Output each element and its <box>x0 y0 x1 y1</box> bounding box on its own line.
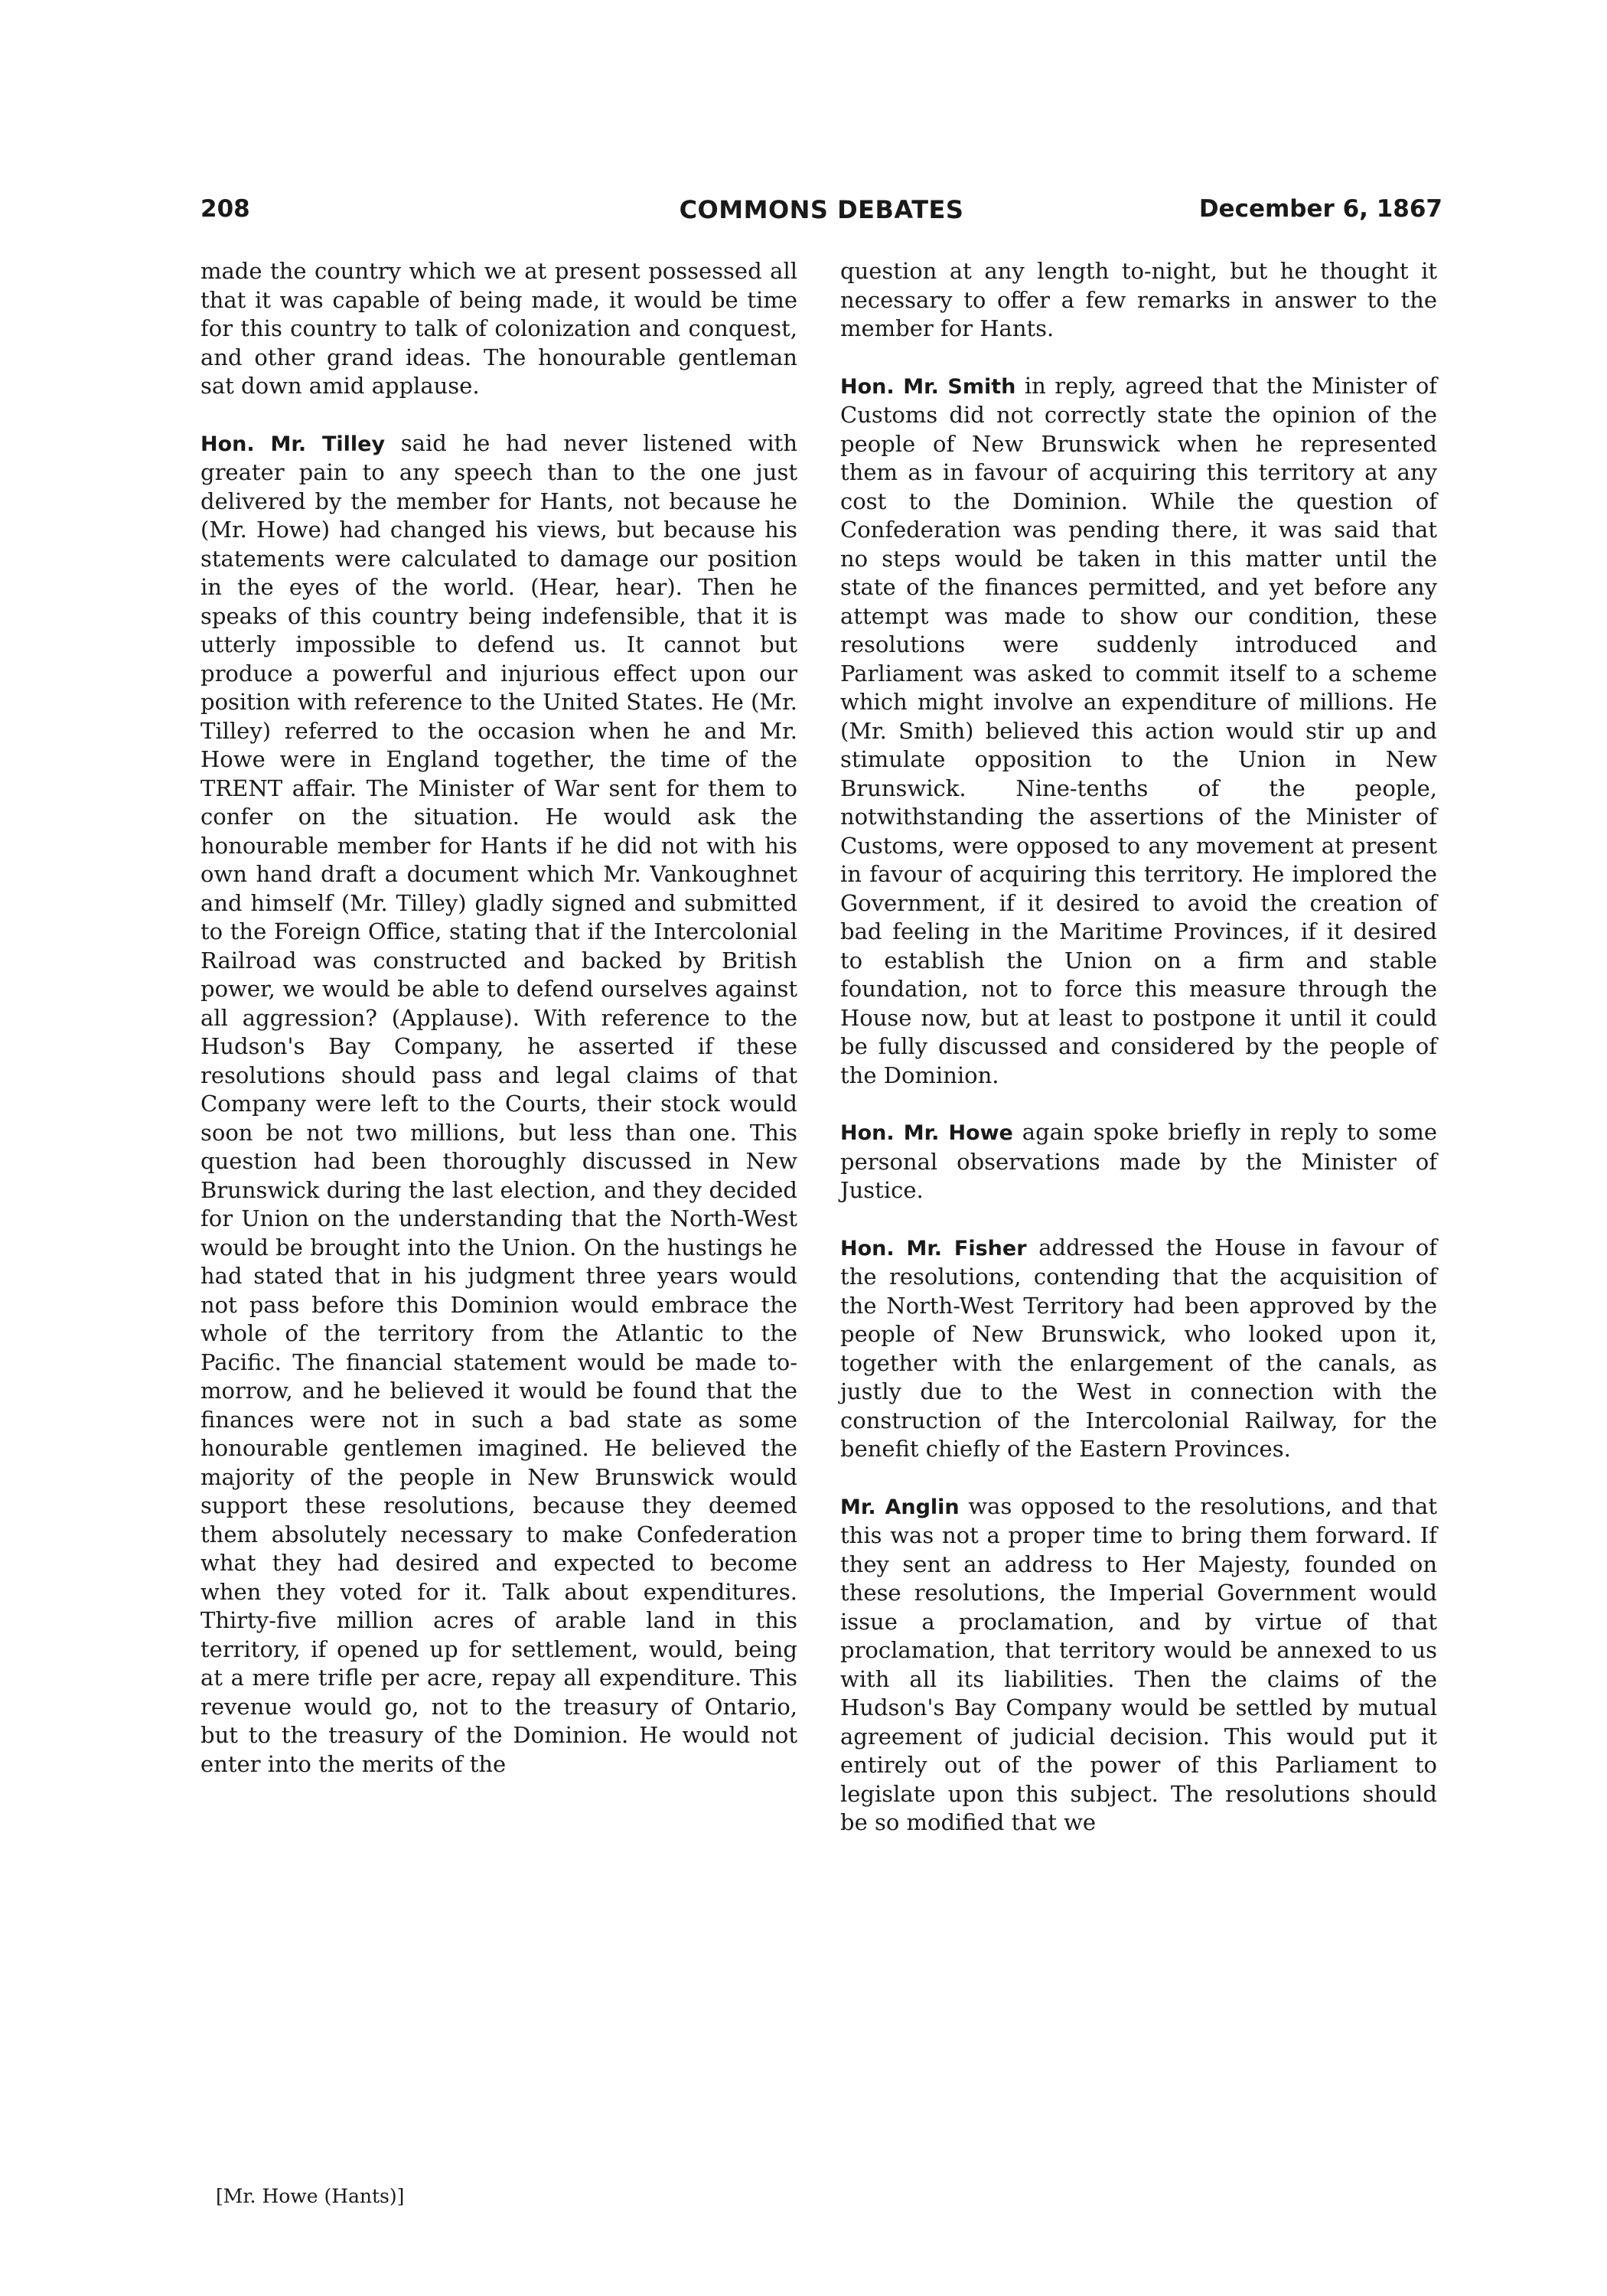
speaker-anglin: Mr. Anglin <box>840 1495 960 1519</box>
anglin-paragraph <box>840 1492 1437 1838</box>
smith-paragraph <box>840 372 1437 1091</box>
tilley-paragraph <box>200 429 797 1779</box>
right-continuation-text: question at any length to-night, but he thought it necessary to offer a few remarks in answer to the member for Hants. <box>840 258 1437 341</box>
running-head: COMMONS DEBATES <box>679 195 964 224</box>
page-header <box>200 195 1442 232</box>
fisher-paragraph <box>840 1234 1437 1464</box>
howe-paragraph <box>840 1118 1437 1205</box>
left-column <box>200 257 797 1779</box>
page-footer-reference: [Mr. Howe (Hants)] <box>216 2185 405 2207</box>
left-intro-paragraph <box>200 257 797 401</box>
speaker-howe: Hon. Mr. Howe <box>840 1121 1013 1145</box>
smith-text: in reply, agreed that the Minister of Customs did not correctly state the opinion of the people of New Brunswick when he represented them as in favour of acquiring this territory at any cost to the Dominion. While the question of Confederation was pending there, it was said that no steps would be taken in this matter until the state of the finances permitted, and yet before any attempt was made to show our condition, these resolutions were suddenly introduced and Parliament was asked to commit itself to a scheme which might involve an expenditure of millions. He (Mr. Smith) believed this action would stir up and stimulate opposition to the Union in New Brunswick. Nine-tenths of the people, notwithstanding the assertions of the Minister of Customs, were opposed to any movement at present in favour of acquiring this territory. He implored the Government, if it desired to avoid the creation of bad feeling in the Maritime Provinces, if it desired to establish the Union on a firm and stable foundation, not to force this measure through the House now, but at least to postpone it until it could be fully discussed and considered by the people of the Dominion. <box>840 372 1438 1088</box>
speaker-tilley: Hon. Mr. Tilley <box>200 432 386 456</box>
speaker-fisher: Hon. Mr. Fisher <box>840 1236 1027 1261</box>
left-intro-text: made the country which we at present possessed all that it was capable of being made, it would be time for this country to talk of colonization and conquest, and other grand ideas. The honourable gentleman sat down amid applause. <box>200 258 797 399</box>
anglin-text: was opposed to the resolutions, and that this was not a proper time to bring them forward. If they sent an address to Her Majesty, founded on these resolutions, the Imperial Government would issue a proclamation, and by virtue of that proclamation, that territory would be annexed to us with all its liabilities. Then the claims of the Hudson's Bay Company would be settled by mutual agreement of judicial decision. This would put it entirely out of the power of this Parliament to legislate upon this subject. The resolutions should be so modified that we <box>840 1492 1437 1835</box>
tilley-text: said he had never listened with greater pain to any speech than to the one just delivered by the member for Hants, not because he (Mr. Howe) had changed his views, but because his statements were calculated to damage our position in the eyes of the world. (Hear, hear). Then he speaks of this country being indefensible, that it is utterly impossible to defend us. It cannot but produce a powerful and injurious effect upon our position with reference to the United States. He (Mr. Tilley) referred to the occasion when he and Mr. Howe were in England together, the time of the TRENT affair. The Minister of War sent for them to confer on the situation. He would ask the honourable member for Hants if he did not with his own hand draft a document which Mr. Vankoughnet and himself (Mr. Tilley) gladly signed and submitted to the Foreign Office, stating that if the Intercolonial Railroad was constructed and backed by British power, we would be able to defend ourselves against all aggression? (Applause). With reference to the Hudson's Bay Company, he asserted if these resolutions should pass and legal claims of that Company were left to the Courts, their stock would soon be not two millions, but less than one. This question had been thoroughly discussed in New Brunswick during the last election, and they decided for Union on the understanding that the North-West would be brought into the Union. On the hustings he had stated that in his judgment three years would not pass before this Dominion would embrace the whole of the territory from the Atlantic to the Pacific. The financial statement would be made to-morrow, and he believed it would be found that the finances were not in such a bad state as some honourable gentlemen imagined. He believed the majority of the people in New Brunswick would support these resolutions, because they deemed them absolutely necessary to make Confederation what they had desired and expected to become when they voted for it. Talk about expenditures. Thirty-five million acres of arable land in this territory, if opened up for settlement, would, being at a mere trifle per acre, repay all expenditure. This revenue would go, not to the treasury of Ontario, but to the treasury of the Dominion. He would not enter into the merits of the <box>200 429 797 1777</box>
header-date: December 6, 1867 <box>1198 195 1442 223</box>
fisher-text: addressed the House in favour of the resolutions, contending that the acquisition of the North-West Territory had been approved by the people of New Brunswick, who looked upon it, together with the enlargement of the canals, as justly due to the West in connection with the construction of the Intercolonial Railway, for the benefit chiefly of the Eastern Provinces. <box>840 1234 1438 1462</box>
right-column <box>840 257 1437 1838</box>
howe-text: again spoke briefly in reply to some personal observations made by the Minister of Justice. <box>840 1119 1438 1203</box>
page-number: 208 <box>200 195 250 223</box>
right-continuation-paragraph <box>840 257 1437 344</box>
speaker-smith: Hon. Mr. Smith <box>840 374 1016 399</box>
